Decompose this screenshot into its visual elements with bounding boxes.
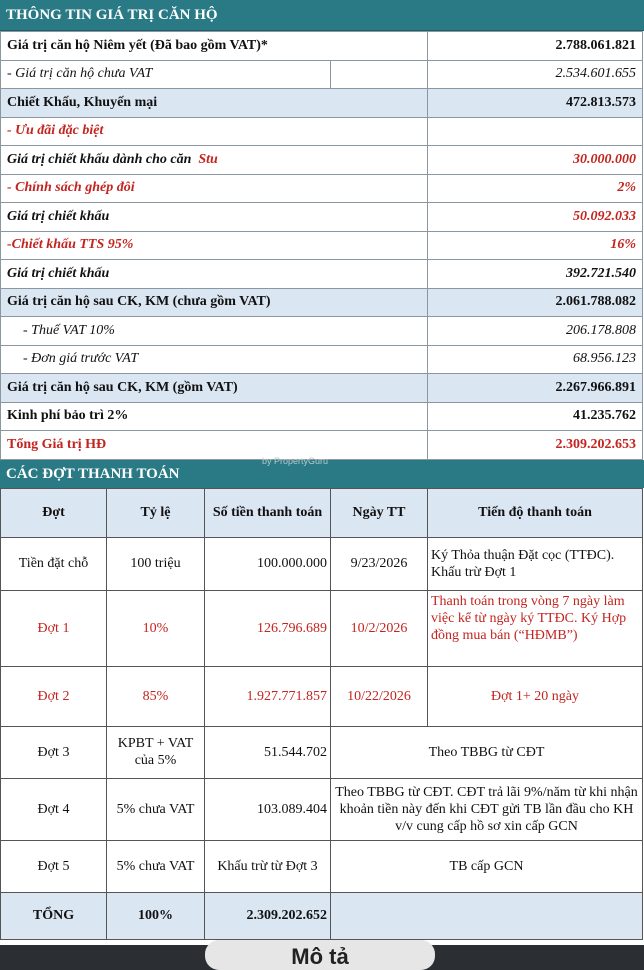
cell: Khấu trừ từ Đợt 3 xyxy=(205,840,331,892)
row-value: 392.721.540 xyxy=(428,260,643,289)
row-label: Giá trị căn hộ sau CK, KM (chưa gồm VAT) xyxy=(1,288,428,317)
col-header: Đợt xyxy=(1,488,107,537)
cell: Đợt 1 xyxy=(1,590,107,666)
cell: 51.544.702 xyxy=(205,726,331,778)
row-label-text: Giá trị chiết khấu dành cho căn xyxy=(7,151,192,167)
row-label: Giá trị chiết khấu xyxy=(1,203,428,232)
row-label: - Giá trị căn hộ chưa VAT xyxy=(1,60,331,89)
row-label: Giá trị căn hộ sau CK, KM (gồm VAT) xyxy=(1,374,428,403)
table-row xyxy=(1,778,643,840)
row-label: - Thuế VAT 10% xyxy=(1,317,428,346)
cell: Đợt 5 xyxy=(1,840,107,892)
table-row xyxy=(1,117,643,146)
cell: TỔNG xyxy=(1,892,107,939)
empty-cell xyxy=(428,117,643,146)
row-value: 41.235.762 xyxy=(428,402,643,431)
row-value: 206.178.808 xyxy=(428,317,643,346)
empty-cell xyxy=(331,60,428,89)
cell: 85% xyxy=(107,666,205,726)
cell: Đợt 1+ 20 ngày xyxy=(428,666,643,726)
cell: Theo TBBG từ CĐT xyxy=(331,726,643,778)
row-label: Giá trị căn hộ Niêm yết (Đã bao gồm VAT)* xyxy=(1,32,428,61)
table-row xyxy=(1,726,643,778)
cell: Đợt 3 xyxy=(1,726,107,778)
cell: 100% xyxy=(107,892,205,939)
table-row xyxy=(1,60,643,89)
row-label xyxy=(1,146,428,175)
table-row xyxy=(1,345,643,374)
cell: 100 triệu xyxy=(107,537,205,590)
col-header: Tiến độ thanh toán xyxy=(428,488,643,537)
cell: Thanh toán trong vòng 7 ngày làm việc kể từ ngày ký TTĐC. Ký Hợp đồng mua bán (“HĐMB”) xyxy=(428,590,643,666)
cell: KPBT + VAT của 5% xyxy=(107,726,205,778)
cell: 5% chưa VAT xyxy=(107,778,205,840)
cell: TB cấp GCN xyxy=(331,840,643,892)
table-row xyxy=(1,231,643,260)
cell: 103.089.404 xyxy=(205,778,331,840)
cell: Đợt 4 xyxy=(1,778,107,840)
cell: 10% xyxy=(107,590,205,666)
table-row xyxy=(1,89,643,118)
cell: 5% chưa VAT xyxy=(107,840,205,892)
table-total-row xyxy=(1,892,643,939)
table-row xyxy=(1,203,643,232)
row-value: 16% xyxy=(428,231,643,260)
row-value: 2.788.061.821 xyxy=(428,32,643,61)
description-button[interactable]: Mô tả xyxy=(205,940,435,970)
row-label: Chiết Khấu, Khuyến mại xyxy=(1,89,428,118)
row-label: - Chính sách ghép đôi xyxy=(1,174,428,203)
watermark: by PropertyGuru xyxy=(262,456,329,466)
cell: 126.796.689 xyxy=(205,590,331,666)
table-row xyxy=(1,402,643,431)
row-value: 2.309.202.653 xyxy=(428,431,643,460)
table-row xyxy=(1,590,643,666)
section-title-apartment-value: THÔNG TIN GIÁ TRỊ CĂN HỘ xyxy=(0,0,644,31)
row-value: 2% xyxy=(428,174,643,203)
table-row xyxy=(1,260,643,289)
row-value: 2.061.788.082 xyxy=(428,288,643,317)
table-row xyxy=(1,32,643,61)
cell: Tiền đặt chỗ xyxy=(1,537,107,590)
table-row xyxy=(1,146,643,175)
cell: 100.000.000 xyxy=(205,537,331,590)
col-header: Tỷ lệ xyxy=(107,488,205,537)
table-row xyxy=(1,374,643,403)
cell: Theo TBBG từ CĐT. CĐT trả lãi 9%/năm từ khi nhận khoản tiền này đến khi CĐT gửi TB lần đầu cho KH v/v cung cấp hồ sơ xin cấp GCN xyxy=(331,778,643,840)
row-label: - Ưu đãi đặc biệt xyxy=(1,117,428,146)
empty-cell xyxy=(331,892,643,939)
cell: 1.927.771.857 xyxy=(205,666,331,726)
table-row xyxy=(1,666,643,726)
cell: Đợt 2 xyxy=(1,666,107,726)
unit-type-tag: Stu xyxy=(198,151,218,167)
row-value: 30.000.000 xyxy=(428,146,643,175)
row-label: -Chiết khấu TTS 95% xyxy=(1,231,428,260)
table-header-row xyxy=(1,488,643,537)
row-value: 68.956.123 xyxy=(428,345,643,374)
row-value: 50.092.033 xyxy=(428,203,643,232)
row-label: Tổng Giá trị HĐ xyxy=(1,431,428,460)
cell: 10/22/2026 xyxy=(331,666,428,726)
row-label: Giá trị chiết khấu xyxy=(1,260,428,289)
cell: 2.309.202.652 xyxy=(205,892,331,939)
cell: Ký Thỏa thuận Đặt cọc (TTĐC). Khấu trừ Đợt 1 xyxy=(428,537,643,590)
table-row xyxy=(1,317,643,346)
row-value: 472.813.573 xyxy=(428,89,643,118)
table-row xyxy=(1,288,643,317)
section-title-payment-schedule: CÁC ĐỢT THANH TOÁN xyxy=(0,460,644,488)
row-label: Kinh phí bảo trì 2% xyxy=(1,402,428,431)
cell: 9/23/2026 xyxy=(331,537,428,590)
table-row xyxy=(1,840,643,892)
table-row xyxy=(1,174,643,203)
col-header: Ngày TT xyxy=(331,488,428,537)
table-row xyxy=(1,537,643,590)
row-value: 2.534.601.655 xyxy=(428,60,643,89)
row-label: - Đơn giá trước VAT xyxy=(1,345,428,374)
cell: 10/2/2026 xyxy=(331,590,428,666)
apartment-value-table xyxy=(0,31,643,460)
row-value: 2.267.966.891 xyxy=(428,374,643,403)
table-row xyxy=(1,431,643,460)
col-header: Số tiền thanh toán xyxy=(205,488,331,537)
payment-schedule-table xyxy=(0,488,643,940)
